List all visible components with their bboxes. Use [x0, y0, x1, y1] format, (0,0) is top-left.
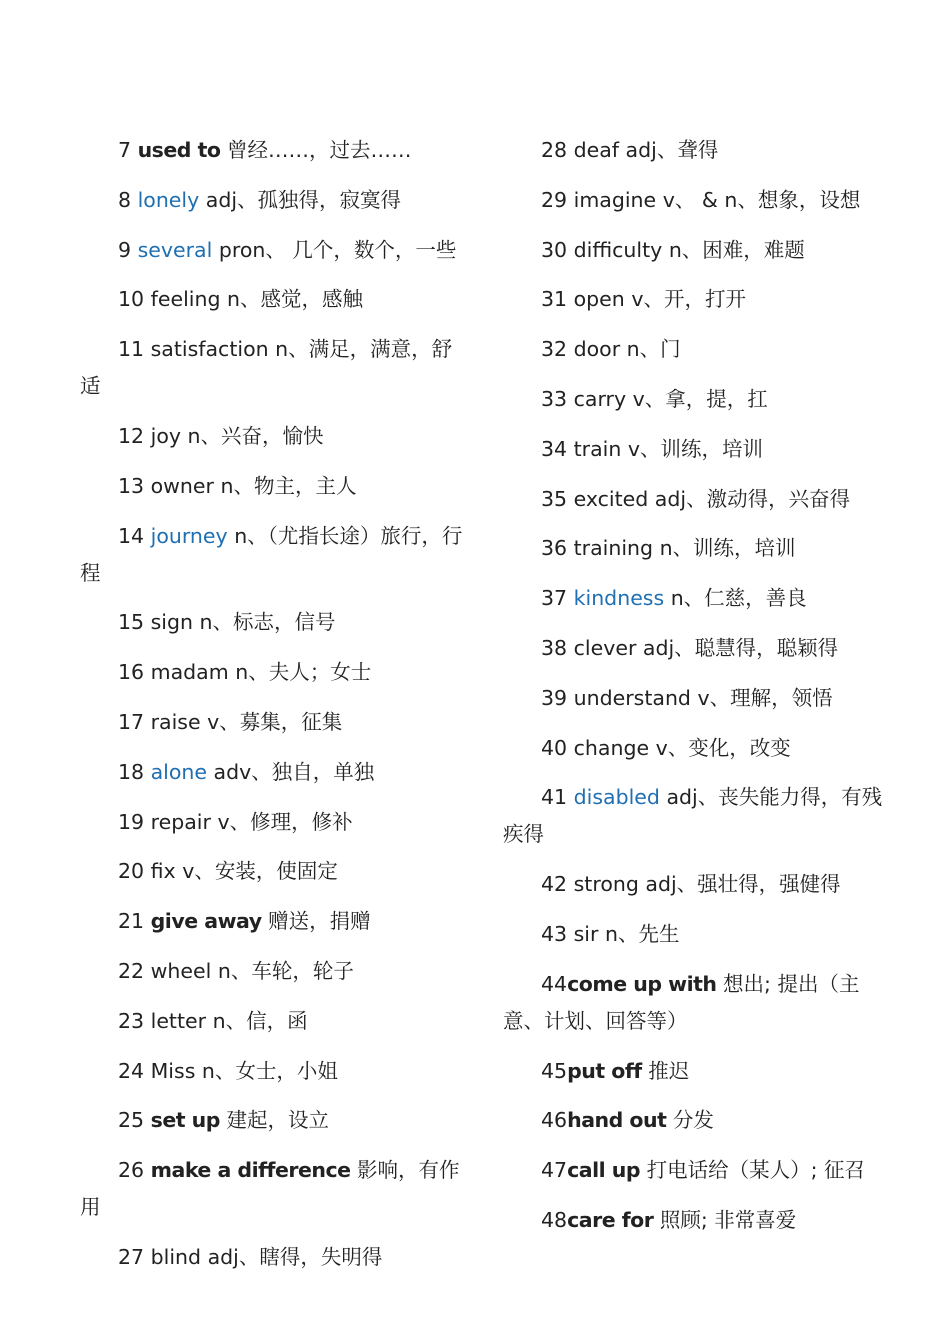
entry-word: set up — [150, 1108, 220, 1133]
entry-word: door — [573, 337, 621, 362]
vocab-entry — [80, 132, 470, 169]
entry-number: 34 — [541, 436, 568, 461]
entry-number: 11 — [118, 337, 145, 362]
entry-word: sir — [573, 921, 599, 946]
vocab-entry — [503, 1053, 898, 1090]
vocab-entry — [503, 132, 898, 169]
entry-number: 17 — [118, 709, 145, 734]
entry-word: owner — [150, 473, 214, 498]
entry-word: kindness — [573, 586, 665, 611]
entry-word: disabled — [573, 785, 660, 810]
entry-number: 19 — [118, 809, 145, 834]
entry-number: 22 — [118, 958, 145, 983]
entry-word: several — [137, 237, 213, 262]
entry-word: call up — [567, 1158, 641, 1183]
entry-definition: adv、独自，单独 — [207, 759, 375, 784]
entry-definition: v、训练，培训 — [621, 436, 763, 461]
vocab-entry — [80, 604, 470, 641]
entry-definition: 影响，有作用 — [80, 1158, 460, 1220]
vocab-entry — [503, 1152, 898, 1189]
entry-definition: 照顾; 非常喜爱 — [653, 1207, 797, 1232]
vocab-entry — [80, 468, 470, 505]
entry-definition: n、仁慈，善良 — [664, 586, 807, 611]
entry-number: 21 — [118, 909, 145, 934]
entry-definition: v、修理，修补 — [210, 809, 353, 834]
entry-word: sign — [150, 610, 194, 635]
vocab-entry — [80, 704, 470, 741]
entry-definition: n、先生 — [598, 921, 680, 946]
entry-definition: v、安装，使固定 — [175, 859, 338, 884]
vocab-entry — [503, 779, 898, 853]
entry-definition: v、开，打开 — [624, 287, 746, 312]
vocab-entry — [503, 431, 898, 468]
entry-definition: n、感觉，感触 — [220, 287, 363, 312]
entry-word: blind — [150, 1244, 202, 1269]
entry-definition: 打电话给（某人）; 征召 — [640, 1158, 865, 1183]
vocab-column-left — [80, 132, 470, 1289]
vocab-entry — [80, 804, 470, 841]
entry-word: strong — [573, 872, 639, 897]
entry-definition: adj、聋得 — [619, 138, 719, 162]
vocab-entry — [80, 232, 470, 269]
vocab-entry — [80, 1053, 470, 1090]
entry-number: 12 — [118, 423, 145, 448]
entry-number: 8 — [118, 187, 132, 212]
entry-number: 14 — [118, 523, 145, 548]
vocab-entry — [503, 730, 898, 767]
entry-definition: n、门 — [620, 337, 681, 362]
entry-definition: n、女士，小姐 — [195, 1058, 338, 1083]
entry-number: 48 — [541, 1207, 568, 1232]
entry-definition: v、募集，征集 — [200, 709, 343, 734]
entry-word: journey — [150, 523, 228, 548]
entry-definition: 推迟 — [641, 1058, 690, 1083]
entry-definition: n、训练，培训 — [653, 536, 796, 561]
entry-number: 42 — [541, 872, 568, 897]
vocab-entry — [80, 281, 470, 318]
vocab-entry — [503, 331, 898, 368]
entry-number: 24 — [118, 1058, 145, 1083]
entry-definition: n、兴奋，愉快 — [181, 423, 324, 448]
vocab-entry — [80, 654, 470, 691]
entry-definition: adj、强壮得，强健得 — [638, 872, 841, 897]
entry-number: 29 — [541, 187, 568, 212]
entry-word: understand — [573, 685, 691, 710]
entry-word: letter — [150, 1008, 207, 1033]
entry-definition: adj、聪慧得，聪颖得 — [636, 635, 839, 660]
entry-definition: adj、丧失能力得，有残疾得 — [503, 785, 883, 847]
entry-definition: 分发 — [666, 1108, 714, 1133]
entry-word: repair — [150, 809, 211, 834]
entry-definition: v、 & n、想象，设想 — [656, 187, 861, 212]
vocab-entry — [80, 953, 470, 990]
entry-definition: 曾经……，过去…… — [220, 138, 412, 162]
entry-number: 44 — [541, 971, 568, 996]
vocab-entry — [80, 1152, 470, 1226]
entry-word: open — [573, 287, 625, 312]
vocab-entry — [503, 530, 898, 567]
entry-number: 46 — [541, 1108, 568, 1133]
entry-number: 15 — [118, 610, 145, 635]
entry-word: imagine — [573, 187, 657, 212]
vocab-column-right — [503, 132, 898, 1252]
entry-definition: n、物主，主人 — [213, 473, 357, 498]
entry-number: 45 — [541, 1058, 568, 1083]
vocab-entry — [80, 518, 470, 592]
entry-number: 39 — [541, 685, 568, 710]
entry-number: 20 — [118, 859, 145, 884]
entry-word: Miss — [150, 1058, 196, 1083]
entry-word: put off — [567, 1058, 642, 1083]
entry-number: 26 — [118, 1158, 145, 1183]
entry-number: 16 — [118, 660, 145, 685]
entry-word: satisfaction — [150, 337, 269, 362]
vocab-entry — [503, 1102, 898, 1139]
entry-word: clever — [573, 635, 637, 660]
entry-word: raise — [150, 709, 201, 734]
entry-word: change — [573, 735, 650, 760]
entry-number: 7 — [118, 138, 132, 162]
entry-word: alone — [150, 759, 208, 784]
entry-word: give away — [150, 909, 262, 934]
entry-definition: 赠送，捐赠 — [261, 909, 371, 934]
entry-number: 33 — [541, 386, 568, 411]
entry-number: 28 — [541, 138, 568, 162]
entry-definition: n、车轮，轮子 — [211, 958, 354, 983]
vocab-entry — [80, 182, 470, 219]
entry-number: 10 — [118, 287, 145, 312]
vocab-entry — [80, 418, 470, 455]
entry-word: make a difference — [150, 1158, 351, 1183]
vocab-entry — [80, 331, 470, 405]
entry-number: 27 — [118, 1244, 145, 1269]
vocab-entry — [80, 754, 470, 791]
entry-definition: 建起，设立 — [219, 1108, 329, 1133]
entry-definition: n、困难，难题 — [662, 237, 805, 262]
entry-word: training — [573, 536, 654, 561]
entry-number: 41 — [541, 785, 568, 810]
vocab-entry — [80, 1239, 470, 1276]
entry-word: fix — [150, 859, 176, 884]
entry-definition: v、理解，领悟 — [690, 685, 833, 710]
vocab-entry — [80, 1003, 470, 1040]
entry-word: train — [573, 436, 622, 461]
entry-number: 18 — [118, 759, 145, 784]
vocab-entry — [503, 1202, 898, 1239]
entry-definition: adj、激动得，兴奋得 — [648, 486, 851, 511]
entry-word: joy — [150, 423, 181, 448]
entry-word: madam — [150, 660, 229, 685]
entry-word: come up with — [567, 971, 717, 996]
entry-definition: v、拿，提，扛 — [626, 386, 768, 411]
entry-number: 47 — [541, 1158, 568, 1183]
entry-word: difficulty — [573, 237, 663, 262]
entry-word: carry — [573, 386, 627, 411]
vocab-entry — [503, 916, 898, 953]
vocab-entry — [80, 1102, 470, 1139]
vocab-entry — [503, 580, 898, 617]
entry-definition: 想出; 提出（主意、计划、回答等） — [503, 971, 860, 1033]
entry-definition: v、变化，改变 — [649, 735, 791, 760]
entry-word: used to — [137, 138, 221, 162]
entry-number: 13 — [118, 473, 145, 498]
vocab-entry — [80, 903, 470, 940]
entry-definition: n、标志，信号 — [193, 610, 336, 635]
entry-number: 32 — [541, 337, 568, 362]
entry-definition: adj、孤独得，寂寞得 — [199, 187, 402, 212]
entry-number: 35 — [541, 486, 568, 511]
entry-word: care for — [567, 1207, 654, 1232]
entry-number: 40 — [541, 735, 568, 760]
entry-word: excited — [573, 486, 649, 511]
entry-definition: n、夫人；女士 — [228, 660, 372, 685]
entry-number: 37 — [541, 586, 568, 611]
vocab-entry — [503, 630, 898, 667]
vocab-entry — [503, 232, 898, 269]
entry-word: feeling — [150, 287, 221, 312]
entry-definition: adj、瞎得，失明得 — [201, 1244, 383, 1269]
vocab-entry — [503, 680, 898, 717]
entry-definition: pron、 几个，数个，一些 — [212, 237, 457, 262]
vocab-entry — [80, 853, 470, 890]
vocab-entry — [503, 381, 898, 418]
entry-definition: n、信，函 — [206, 1008, 308, 1033]
vocab-entry — [503, 966, 898, 1040]
entry-number: 25 — [118, 1108, 145, 1133]
entry-number: 9 — [118, 237, 132, 262]
entry-word: deaf — [573, 138, 620, 162]
entry-number: 36 — [541, 536, 568, 561]
entry-definition: n、（尤指长途）旅行，行程 — [80, 523, 463, 585]
entry-word: hand out — [567, 1108, 667, 1133]
entry-definition: n、满足，满意，舒适 — [80, 337, 453, 399]
entry-word: lonely — [137, 187, 200, 212]
vocab-entry — [503, 182, 898, 219]
vocab-entry — [503, 281, 898, 318]
entry-number: 43 — [541, 921, 568, 946]
entry-number: 31 — [541, 287, 568, 312]
entry-number: 30 — [541, 237, 568, 262]
vocab-entry — [503, 866, 898, 903]
entry-word: wheel — [150, 958, 212, 983]
vocab-entry — [503, 481, 898, 518]
entry-number: 38 — [541, 635, 568, 660]
entry-number: 23 — [118, 1008, 145, 1033]
